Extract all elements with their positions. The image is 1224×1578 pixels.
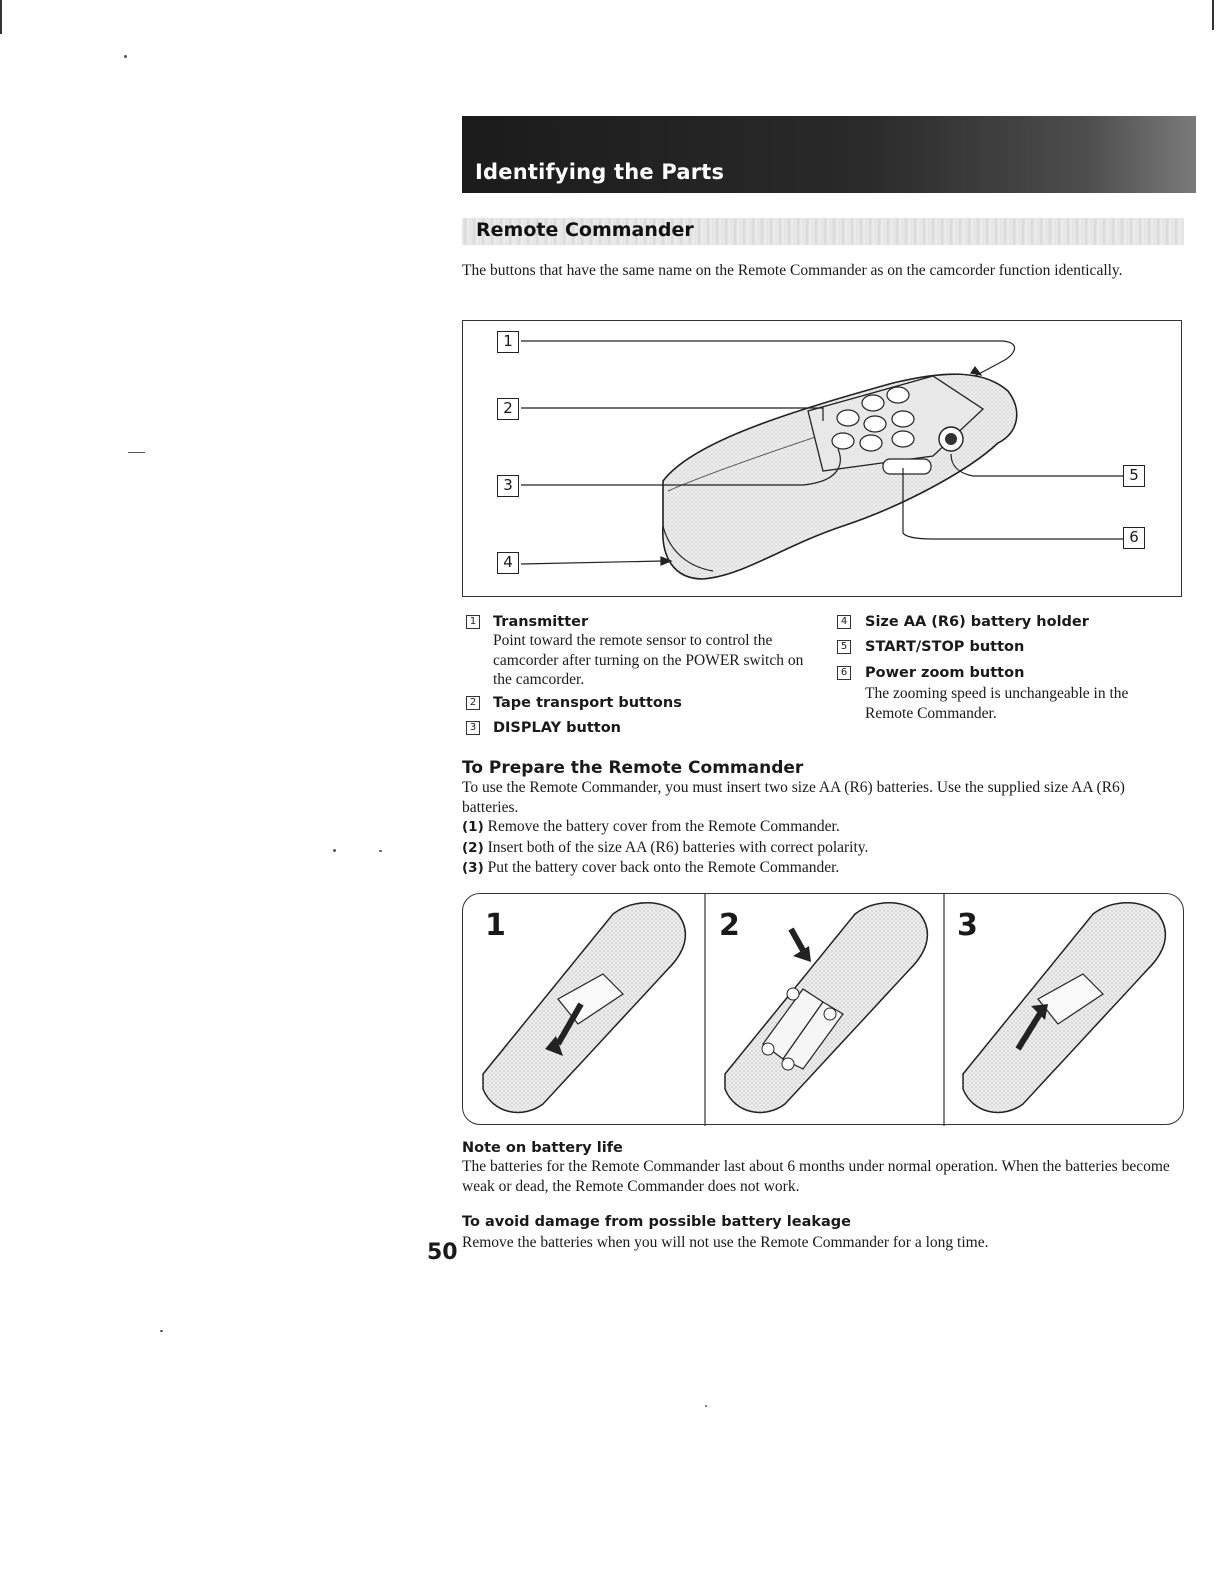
battery-steps-illustration (463, 894, 1185, 1126)
step1-drawing (483, 903, 685, 1113)
callout-2: 2 (497, 398, 519, 420)
panel-number: 2 (719, 908, 740, 943)
scan-speck (128, 452, 145, 453)
page-title: Identifying the Parts (475, 160, 725, 184)
prepare-step (462, 838, 1182, 859)
step2-drawing (725, 903, 927, 1113)
step-text: Insert both of the size AA (R6) batteries with correct polarity. (487, 838, 869, 856)
legend-number: 2 (466, 696, 480, 710)
step-label: (2) (462, 839, 484, 856)
legend-title: Power zoom button (865, 665, 1025, 681)
prepare-section (462, 778, 1182, 879)
note-body: The batteries for the Remote Commander last about 6 months under normal operation. When the batteries become weak or dead, the Remote Commander does not work. (462, 1158, 1170, 1195)
legend-number: 6 (837, 666, 851, 680)
legend-number: 5 (837, 640, 851, 654)
power-zoom-button (883, 459, 931, 474)
note-heading: Note on battery life (462, 1140, 623, 1156)
legend-description: Point toward the remote sensor to control the camcorder after turning on the POWER switch on the camcorder. (493, 632, 804, 688)
callout-3: 3 (497, 475, 519, 497)
page-number: 50 (427, 1240, 458, 1265)
scan-speck (160, 1330, 163, 1332)
legend-title: Size AA (R6) battery holder (865, 614, 1089, 630)
legend-number: 4 (837, 615, 851, 629)
scan-edge-right (1212, 0, 1214, 30)
legend-title: START/STOP button (865, 639, 1025, 655)
battery-steps-figure (462, 893, 1184, 1125)
remote-diagram-figure (462, 320, 1182, 597)
legend-number: 1 (466, 615, 480, 629)
callout-6: 6 (1123, 527, 1145, 549)
scan-speck (705, 1405, 707, 1407)
prepare-step (462, 817, 1182, 838)
step-label: (1) (462, 819, 484, 835)
legend-title: Transmitter (493, 614, 589, 630)
avoid-body: Remove the batteries when you will not use the Remote Commander for a long time. (462, 1234, 989, 1251)
legend-title: DISPLAY button (493, 720, 621, 736)
panel-number: 3 (957, 908, 978, 943)
step-label: (3) (462, 860, 484, 876)
subsection-title: Remote Commander (476, 219, 694, 241)
legend-number: 3 (466, 721, 480, 735)
callout-5: 5 (1123, 465, 1145, 487)
scan-edge-left (0, 0, 2, 34)
intro-paragraph: The buttons that have the same name on the Remote Commander as on the camcorder function identically. (462, 262, 1123, 279)
callout-1: 1 (497, 331, 519, 353)
prepare-heading: To Prepare the Remote Commander (462, 758, 804, 778)
panel-number: 1 (485, 908, 506, 943)
remote-commander-illustration (463, 321, 1183, 598)
step-text: Put the battery cover back onto the Remote Commander. (487, 859, 840, 876)
legend-title: Tape transport buttons (493, 695, 682, 711)
step3-drawing (963, 903, 1165, 1113)
legend-description: The zooming speed is unchangeable in the Remote Commander. (865, 685, 1129, 722)
step-text: Remove the battery cover from the Remote Commander. (487, 818, 840, 835)
scan-speck (333, 849, 336, 852)
scan-speck (124, 55, 127, 58)
prepare-intro: To use the Remote Commander, you must insert two size AA (R6) batteries. Use the supplied size AA (R6) batteries. (462, 779, 1125, 816)
callout-4: 4 (497, 552, 519, 574)
avoid-heading: To avoid damage from possible battery leakage (462, 1214, 852, 1230)
prepare-step (462, 858, 1182, 879)
scan-speck (379, 850, 382, 852)
